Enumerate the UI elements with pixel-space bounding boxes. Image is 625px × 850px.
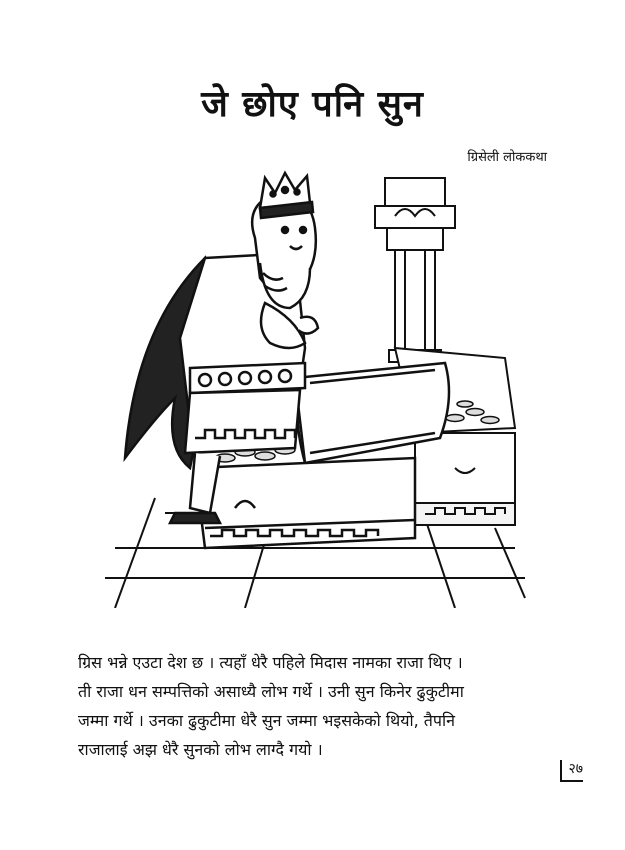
story-text xyxy=(78,648,553,764)
pillar xyxy=(375,178,455,362)
king-midas-illustration xyxy=(95,168,535,608)
page-title: जे छोए पनि सुन xyxy=(201,84,424,125)
page-number: २७ xyxy=(560,760,583,782)
story-line: जम्मा गर्थे । उनका ढुकुटीमा धेरै सुन जम्मा भइसकेको थियो, तैपनि xyxy=(78,711,456,730)
story-line: ग्रिस भन्ने एउटा देश छ । त्यहाँ धेरै पहिले मिदास नामका राजा थिए । xyxy=(78,653,463,672)
source-credit: ग्रिसेली लोककथा xyxy=(467,150,547,165)
story-line: राजालाई अझ धेरै सुनको लोभ लाग्दै गयो । xyxy=(78,740,323,759)
story-line: ती राजा धन सम्पत्तिको असाध्यै लोभ गर्थे । उनी सुन किनेर ढुकुटीमा xyxy=(78,682,464,701)
